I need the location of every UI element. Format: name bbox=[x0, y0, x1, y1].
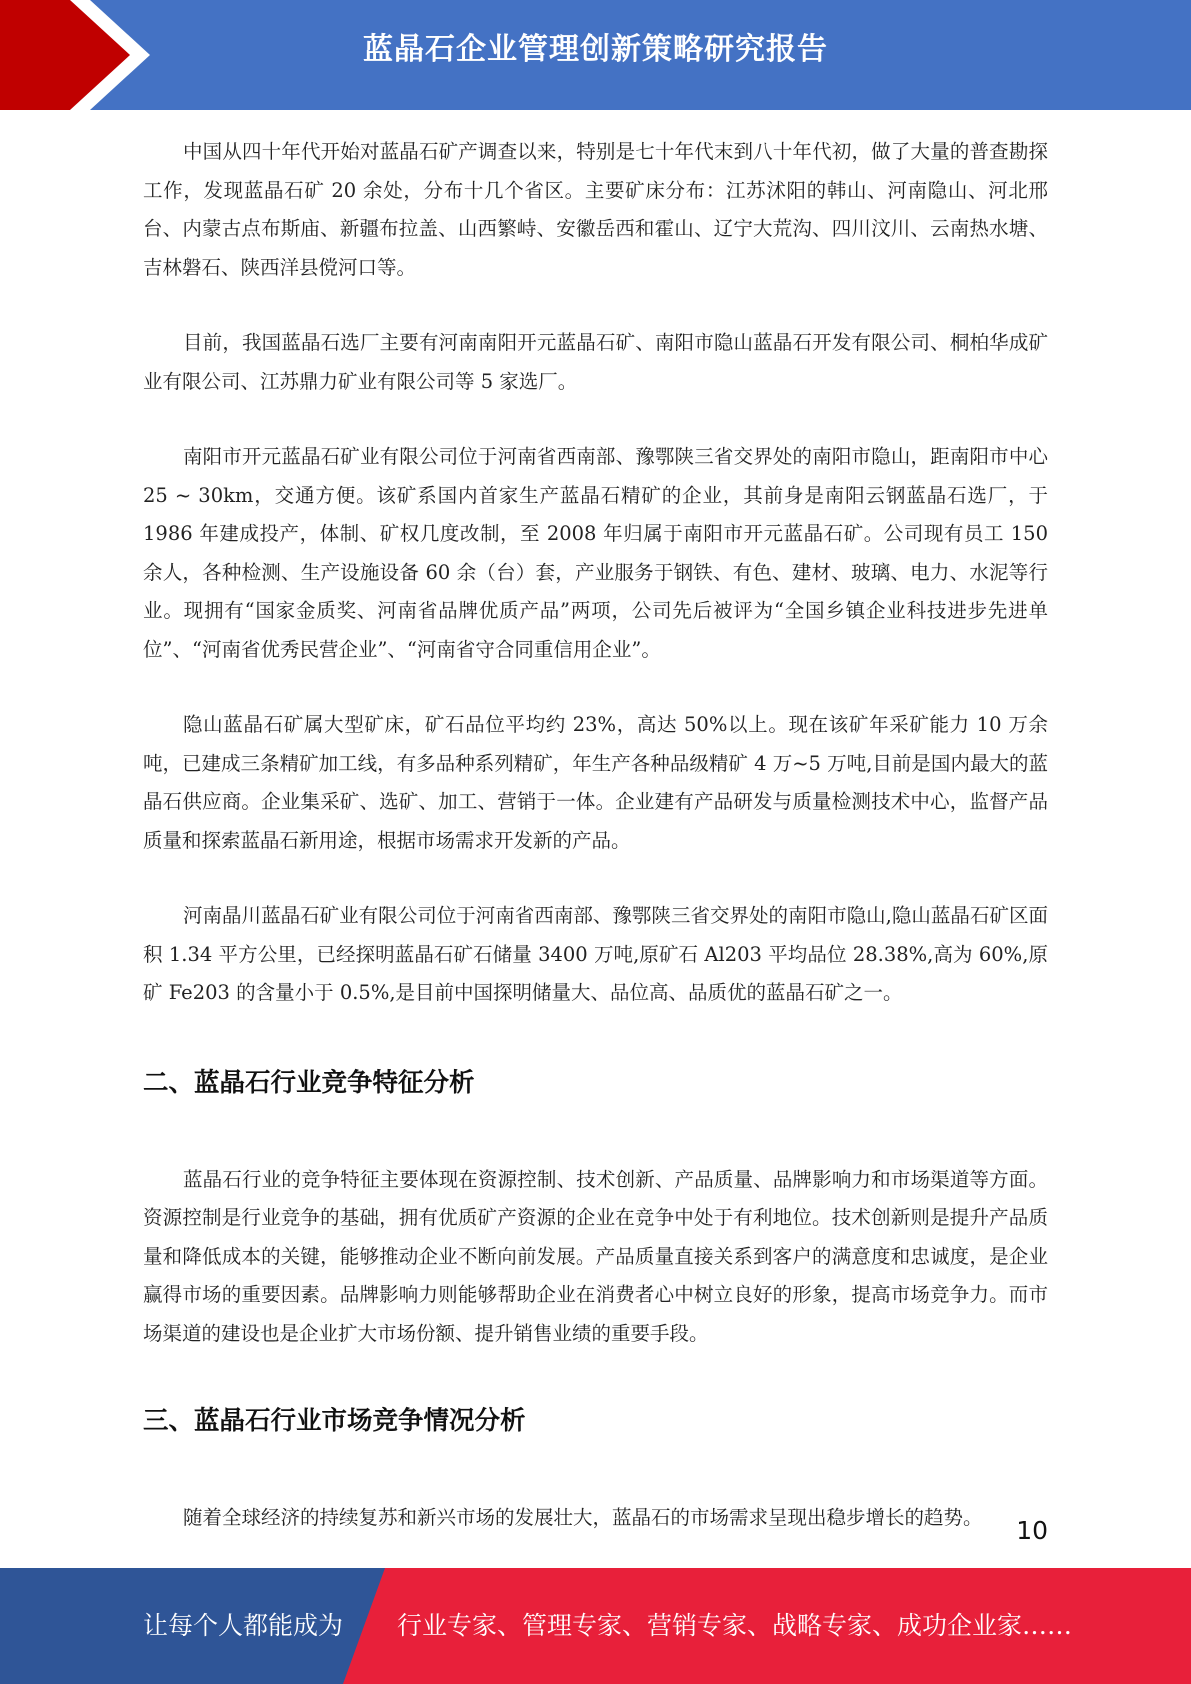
document-title: 蓝晶石企业管理创新策略研究报告 bbox=[363, 32, 828, 67]
page-number: 10 bbox=[1016, 1516, 1048, 1545]
paragraph: 随着全球经济的持续复苏和新兴市场的发展壮大，蓝晶石的市场需求呈现出稳步增长的趋势。 bbox=[183, 1506, 983, 1529]
footer-slogan-left: 让每个人都能成为 bbox=[143, 1611, 344, 1640]
paragraph: 南阳市开元蓝晶石矿业有限公司位于河南省西南部、豫鄂陕三省交界处的南阳市隐山，距南阳市中心 25 ~ 30km，交通方便。该矿系国内首家生产蓝晶石精矿的企业，其前身是南阳云钢蓝晶石选厂，于 1986 年建成投产，体制、矿权几度改制，至 2008 年归属于南阳市开元蓝晶石矿。公司现有员工 150 余人，各种检测、生产设施设备 60 余（台）套，产业服务于钢铁、有色、建材、玻璃、电力、水泥等行业。现拥有“国家金质奖、河南省品牌优质产品”两项，公司先后被评为“全国乡镇企业科技进步先进单位”、“河南省优秀民营企业”、“河南省守合同重信用企业”。 bbox=[143, 445, 1048, 661]
paragraph: 隐山蓝晶石矿属大型矿床，矿石品位平均约 23%，高达 50%以上。现在该矿年采矿能力 10 万余吨，已建成三条精矿加工线，有多品种系列精矿，年生产各种品级精矿 4 万~5 万吨,目前是国内最大的蓝晶石供应商。企业集采矿、选矿、加工、营销于一体。企业建有产品研发与质量检测技术中心，监督产品质量和探索蓝晶石新用途，根据市场需求开发新的产品。 bbox=[143, 713, 1048, 852]
section-heading: 二、蓝晶石行业竞争特征分析 bbox=[143, 1067, 475, 1098]
section-heading: 三、蓝晶石行业市场竞争情况分析 bbox=[143, 1406, 526, 1436]
page-footer bbox=[0, 1568, 1191, 1684]
paragraph: 中国从四十年代开始对蓝晶石矿产调查以来，特别是七十年代末到八十年代初，做了大量的普查勘探工作，发现蓝晶石矿 20 余处，分布十几个省区。主要矿床分布：江苏沭阳的韩山、河南隐山、河北邢台、内蒙古点布斯庙、新疆布拉盖、山西繁峙、安徽岳西和霍山、辽宁大荒沟、四川汶川、云南热水塘、吉林磐石、陕西洋县傥河口等。 bbox=[143, 140, 1048, 279]
paragraph: 目前，我国蓝晶石选厂主要有河南南阳开元蓝晶石矿、南阳市隐山蓝晶石开发有限公司、桐柏华成矿业有限公司、江苏鼎力矿业有限公司等 5 家选厂。 bbox=[143, 331, 1048, 393]
paragraph: 河南晶川蓝晶石矿业有限公司位于河南省西南部、豫鄂陕三省交界处的南阳市隐山,隐山蓝晶石矿区面积 1.34 平方公里，已经探明蓝晶石矿石储量 3400 万吨,原矿石 Al203 平均品位 28.38%,高为 60%,原矿 Fe203 的含量小于 0.5%,是目前中国探明储量大、品位高、品质优的蓝晶石矿之一。 bbox=[143, 904, 1048, 1004]
page-header bbox=[0, 0, 1191, 110]
document-body bbox=[143, 133, 1048, 1538]
footer-slogan-right: 行业专家、管理专家、营销专家、战略专家、成功企业家…… bbox=[397, 1611, 1073, 1640]
paragraph: 蓝晶石行业的竞争特征主要体现在资源控制、技术创新、产品质量、品牌影响力和市场渠道等方面。资源控制是行业竞争的基础，拥有优质矿产资源的企业在竞争中处于有利地位。技术创新则是提升产品质量和降低成本的关键，能够推动企业不断向前发展。产品质量直接关系到客户的满意度和忠诚度，是企业赢得市场的重要因素。品牌影响力则能够帮助企业在消费者心中树立良好的形象，提高市场竞争力。而市场渠道的建设也是企业扩大市场份额、提升销售业绩的重要手段。 bbox=[143, 1167, 1048, 1345]
